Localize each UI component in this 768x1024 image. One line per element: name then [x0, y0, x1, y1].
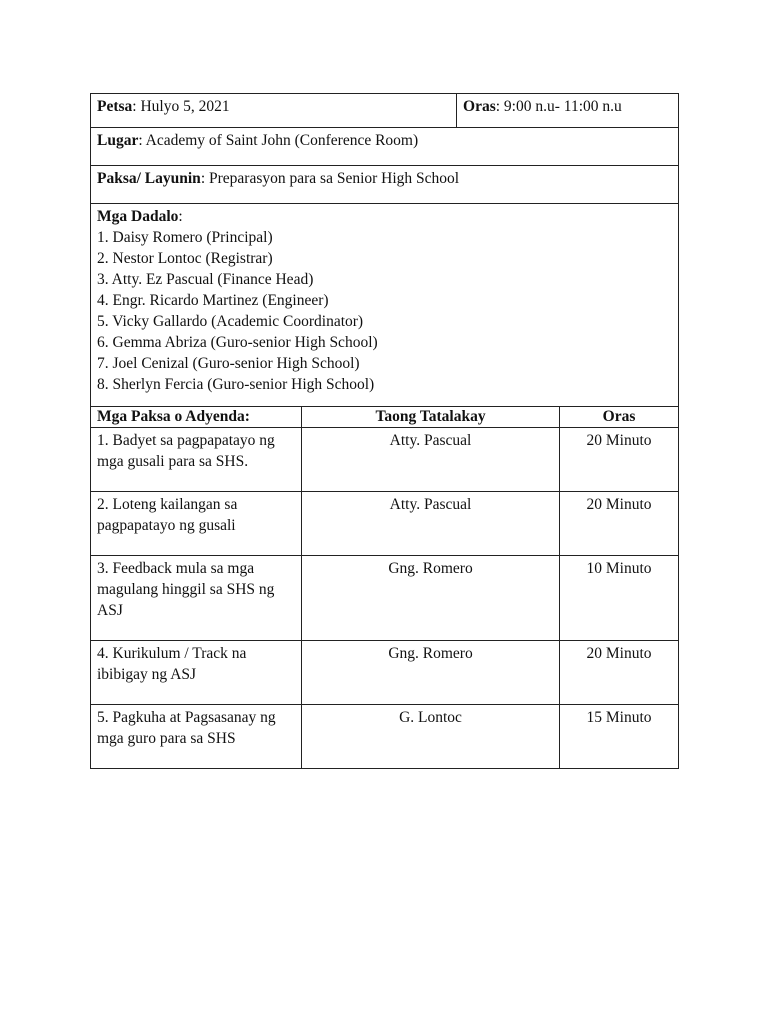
agenda-topic: 3. Feedback mula sa mga magulang hinggil sa SHS ng ASJ [91, 556, 302, 641]
time-cell: Oras: 9:00 n.u- 11:00 n.u [457, 94, 679, 128]
topic-value: Preparasyon para sa Senior High School [209, 170, 460, 187]
agenda-duration: 20 Minuto [560, 492, 679, 556]
agenda-duration: 10 Minuto [560, 556, 679, 641]
agenda-speaker: Gng. Romero [302, 641, 560, 705]
agenda-table [91, 407, 679, 769]
agenda-row [91, 556, 679, 641]
agenda-topic-header: Mga Paksa o Adyenda: [91, 407, 302, 428]
agenda-speaker: Gng. Romero [302, 556, 560, 641]
agenda-time-header: Oras [560, 407, 679, 428]
agenda-row [91, 492, 679, 556]
agenda-row [91, 641, 679, 705]
place-value: Academy of Saint John (Conference Room) [145, 132, 419, 149]
time-value: 9:00 n.u- 11:00 n.u [503, 98, 622, 115]
attendee-item: 7. Joel Cenizal (Guro-senior High School) [97, 355, 360, 372]
attendee-item: 5. Vicky Gallardo (Academic Coordinator) [97, 313, 364, 330]
topic-cell: Paksa/ Layunin: Preparasyon para sa Senior High School [91, 166, 679, 204]
agenda-header-row [91, 407, 679, 428]
meeting-info-table [90, 93, 679, 769]
agenda-duration: 20 Minuto [560, 428, 679, 492]
time-label: Oras [463, 98, 496, 115]
date-label: Petsa [97, 98, 133, 115]
attendee-item: 3. Atty. Ez Pascual (Finance Head) [97, 271, 314, 288]
date-cell: Petsa: Hulyo 5, 2021 [91, 94, 457, 128]
attendee-item: 8. Sherlyn Fercia (Guro-senior High School) [97, 376, 375, 393]
agenda-speaker: Atty. Pascual [302, 428, 560, 492]
agenda-topic: 5. Pagkuha at Pagsasanay ng mga guro para sa SHS [91, 705, 302, 769]
agenda-duration: 15 Minuto [560, 705, 679, 769]
attendee-item: 6. Gemma Abriza (Guro-senior High School) [97, 334, 378, 351]
agenda-speaker: Atty. Pascual [302, 492, 560, 556]
attendees-label: Mga Dadalo [97, 208, 179, 225]
agenda-row [91, 428, 679, 492]
attendee-item: 1. Daisy Romero (Principal) [97, 229, 273, 246]
attendee-item: 2. Nestor Lontoc (Registrar) [97, 250, 273, 267]
agenda-duration: 20 Minuto [560, 641, 679, 705]
agenda-speaker-header: Taong Tatalakay [302, 407, 560, 428]
agenda-topic: 1. Badyet sa pagpapatayo ng mga gusali para sa SHS. [91, 428, 302, 492]
meeting-minutes-document [90, 93, 678, 769]
agenda-row [91, 705, 679, 769]
agenda-topic: 2. Loteng kailangan sa pagpapatayo ng gusali [91, 492, 302, 556]
attendees-cell: Mga Dadalo: 1. Daisy Romero (Principal) 2. Nestor Lontoc (Registrar) 3. Atty. Ez Pascual (Finance Head) 4. Engr. Ricardo Martinez (Engineer) 5. Vicky Gallardo (Academic Coordinator) 6. Gemma Abriza (Guro-senior High School) 7. Joel Cenizal (Guro-senior High School) 8. Sherlyn Fercia (Guro-senior High School) [91, 204, 679, 407]
date-value: Hulyo 5, 2021 [140, 98, 230, 115]
agenda-speaker: G. Lontoc [302, 705, 560, 769]
place-label: Lugar [97, 132, 139, 149]
agenda-topic: 4. Kurikulum / Track na ibibigay ng ASJ [91, 641, 302, 705]
attendee-item: 4. Engr. Ricardo Martinez (Engineer) [97, 292, 329, 309]
place-cell: Lugar: Academy of Saint John (Conference Room) [91, 128, 679, 166]
topic-label: Paksa/ Layunin [97, 170, 201, 187]
